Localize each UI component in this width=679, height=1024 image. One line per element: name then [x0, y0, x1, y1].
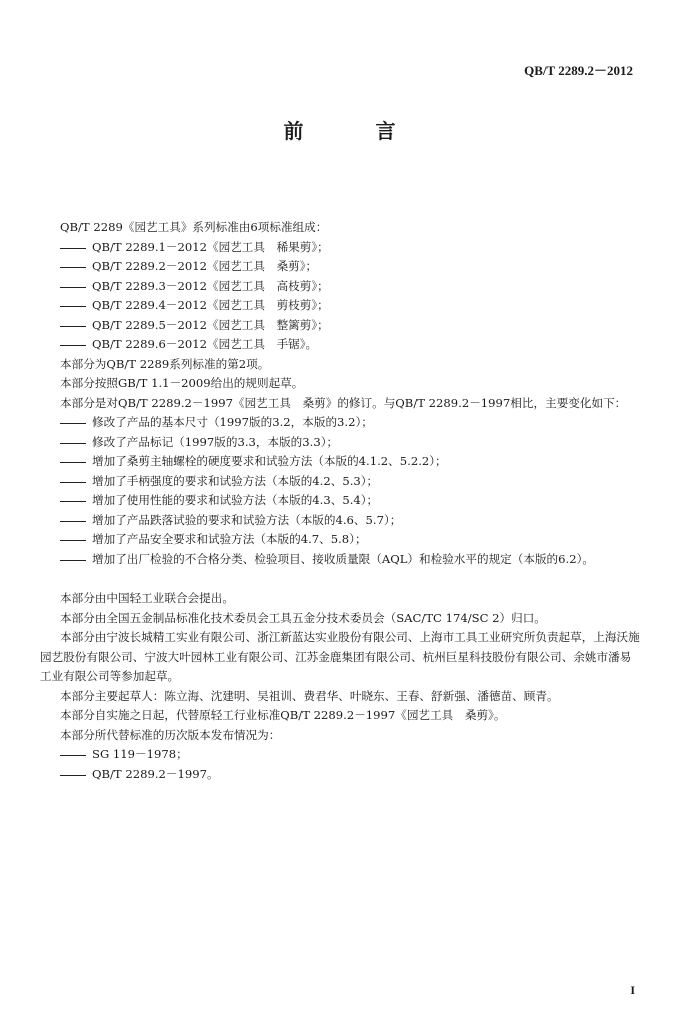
list-item: QB/T 2289.3－2012《园艺工具 高枝剪》；	[40, 277, 640, 297]
change-item: 修改了产品标记（1997版的3.3，本版的3.3）；	[40, 433, 640, 453]
change-item: 增加了桑剪主轴螺栓的硬度要求和试验方法（本版的4.1.2、5.2.2）；	[40, 452, 640, 472]
list-item: QB/T 2289.4－2012《园艺工具 剪枝剪》；	[40, 296, 640, 316]
part-note: 本部分为QB/T 2289系列标准的第2项。	[60, 356, 270, 371]
change-item: 增加了产品跌落试验的要求和试验方法（本版的4.6、5.7）；	[40, 511, 640, 531]
dash-marker	[60, 326, 86, 327]
change-item: 修改了产品的基本尺寸（1997版的3.2，本版的3.2）；	[40, 413, 640, 433]
dash-marker	[60, 501, 86, 502]
revision-intro: 本部分是对QB/T 2289.2－1997《园艺工具 桑剪》的修订。与QB/T 2289.2－1997相比，主要变化如下：	[60, 395, 627, 410]
dash-marker	[60, 560, 86, 561]
change-item: 增加了手柄强度的要求和试验方法（本版的4.2、5.3）；	[40, 472, 640, 492]
change-item: 增加了产品安全要求和试验方法（本版的4.7、5.8）；	[40, 530, 640, 550]
foreword-body	[40, 218, 640, 784]
dash-marker	[60, 540, 86, 541]
drafted-by: 本部分由宁波长城精工实业有限公司、浙江新蓝达实业股份有限公司、上海市工具工业研究所负责起草，上海沃施园艺股份有限公司、宁波大叶园林工业有限公司、江苏金鹿集团有限公司、杭州巨星科技股份有限公司、余姚市潘易工业有限公司等参加起草。	[40, 630, 640, 683]
dash-marker	[60, 306, 86, 307]
dash-marker	[60, 482, 86, 483]
dash-marker	[60, 521, 86, 522]
dash-marker	[60, 423, 86, 424]
dash-marker	[60, 443, 86, 444]
change-item: 增加了使用性能的要求和试验方法（本版的4.3、5.4）；	[40, 491, 640, 511]
dash-marker	[60, 345, 86, 346]
standard-code: QB/T 2289.2－2012	[524, 63, 633, 78]
under-jurisdiction: 本部分由全国五金制品标准化技术委员会工具五金分技术委员会（SAC/TC 174/SC 2）归口。	[60, 610, 546, 625]
section-gap	[40, 569, 640, 589]
drafting-rule: 本部分按照GB/T 1.1－2009给出的规则起草。	[60, 376, 304, 390]
dash-marker	[60, 267, 86, 268]
page-number: I	[630, 983, 635, 997]
page-title: 前 言	[283, 119, 422, 143]
list-item: QB/T 2289.6－2012《园艺工具 手锯》。	[40, 335, 640, 355]
dash-marker	[60, 775, 86, 776]
list-item: QB/T 2289.5－2012《园艺工具 整篱剪》；	[40, 316, 640, 336]
series-intro: QB/T 2289《园艺工具》系列标准由6项标准组成：	[60, 220, 328, 234]
proposed-by: 本部分由中国轻工业联合会提出。	[60, 591, 234, 605]
history-intro: 本部分所代替标准的历次版本发布情况为：	[60, 727, 281, 742]
change-item: 增加了出厂检验的不合格分类、检验项目、接收质量限（AQL）和检验水平的规定（本版的6.2）。	[40, 550, 640, 570]
dash-marker	[60, 462, 86, 463]
list-item: QB/T 2289.2－2012《园艺工具 桑剪》；	[40, 257, 640, 277]
dash-marker	[60, 248, 86, 249]
dash-marker	[60, 287, 86, 288]
list-item: QB/T 2289.1－2012《园艺工具 稀果剪》；	[40, 238, 640, 258]
history-item: QB/T 2289.2－1997。	[40, 765, 640, 785]
history-item: SG 119－1978；	[40, 745, 640, 765]
dash-marker	[60, 755, 86, 756]
replaces-statement: 本部分自实施之日起，代替原轻工行业标准QB/T 2289.2－1997《园艺工具 桑剪》。	[60, 708, 506, 722]
main-drafters: 本部分主要起草人：陈立海、沈建明、吴祖训、费君华、叶晓东、王春、舒新强、潘德苗、顾青。	[60, 688, 559, 703]
